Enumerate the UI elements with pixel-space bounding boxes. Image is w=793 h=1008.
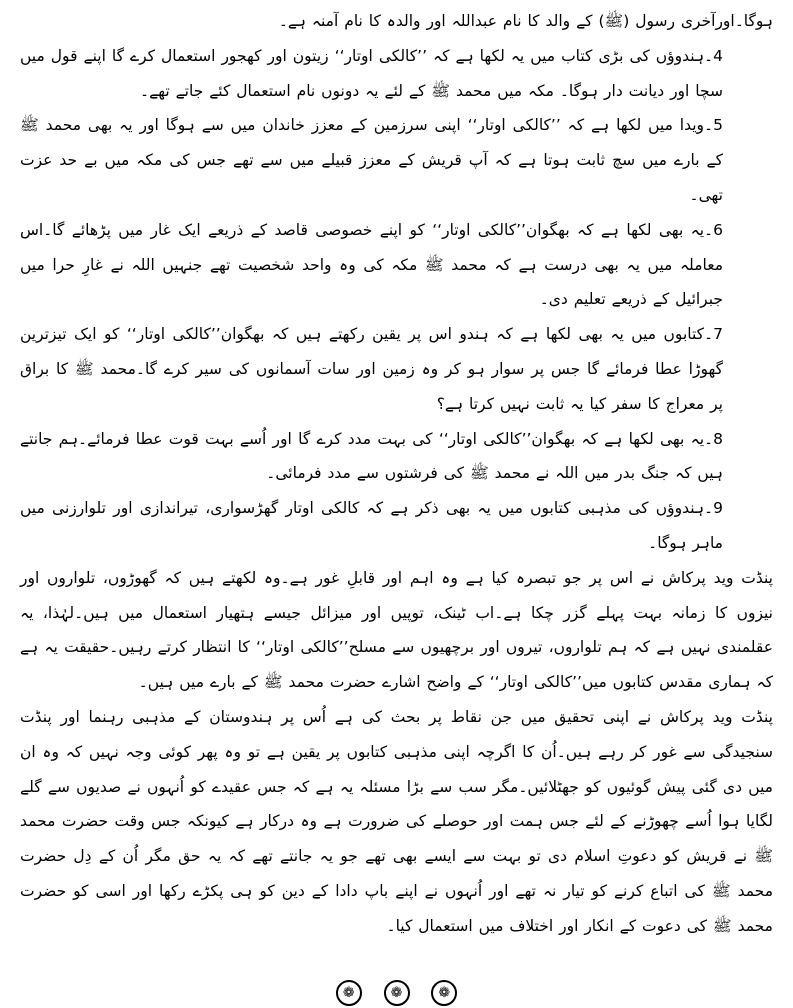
paragraph-1: ہوگا۔اورآخری رسول (ﷺ) کے والد کا نام عبداللہ اور والدہ کا نام آمنہ ہے۔ <box>278 12 773 30</box>
paragraph-point-7: 7۔کتابوں میں یہ بھی لکھا ہے کہ ہندو اس پر یقین رکھتے ہیں کہ بھگوان’’کالکی اوتار‘‘ کو ایک تیزترین گھوڑا عطا فرمائے گا جس پر سوار ہو کر وہ زمین اور سات آسمانوں کی سیر کرے گا۔محمد ﷺ کا براق پر معراج کا سفر کیا یہ ثابت نہیں کرتا ہے؟ <box>20 325 723 413</box>
paragraph-ved-prakash-research: پنڈت وید پرکاش نے اپنی تحقیق میں جن نقاط پر بحث کی ہے اُس پر ہندوستان کے مذہبی رہنما اور پنڈت سنجیدگی سے غور کر رہے ہیں۔اُن کا اگرچہ اپنی مذہبی کتابوں پر یقین ہے تو وہ پھر کوئی وجہ نہیں کہ وہ ان میں دی گئی پیش گوئیوں کو جھٹلائیں۔مگر سب سے بڑا مسئلہ یہ ہے کہ جس عقیدے کو اُنہوں نے صدیوں سے گلے لگایا ہوا اُسے چھوڑنے کے لئے جس ہمت اور حوصلے کی ضرورت ہے وہ درکار ہے کیونکہ جس وقت حضرت محمد ﷺ نے قریش کو دعوتِ اسلام دی تو بہت سے ایسے بھی تھے جو یہ جانتے تھے کہ یہ حق مگر اُن کے دِل حضرت محمد ﷺ کی اتباع کرنے کو تیار نہ تھے اور اُنہوں نے اپنے باپ دادا کے دین کو ہی پکڑے رکھا اور اسی کو حضرت محمد ﷺ کی دعوت کے انکار اور اختلاف میں استعمال کیا۔ <box>20 707 773 935</box>
paragraph-point-4: 4۔ہندوؤں کی بڑی کتاب میں یہ لکھا ہے کہ ’’کالکی اوتار‘‘ زیتون اور کھجور استعمال کرے گا اپنے قول میں سچا اور دیانت دار ہوگا۔ مکہ میں محمد ﷺ کے لئے یہ دونوں نام استعمال کئے جاتے تھے۔ <box>20 46 723 100</box>
flower-ornament-icon: ❁ <box>384 980 410 1006</box>
flower-ornament-icon: ❁ <box>336 980 362 1006</box>
section-end-ornaments <box>0 980 793 1006</box>
paragraph-point-5: 5۔ویدا میں لکھا ہے کہ ’’کالکی اوتار‘‘ اپنی سرزمین کے معزز خاندان میں سے ہوگا اور یہ بھی محمد ﷺ کے بارے میں سچ ثابت ہوتا ہے کہ آپ قریش کے معزز قبیلے میں سے تھے جس کی مکہ میں بے حد عزت تھی۔ <box>20 116 723 204</box>
paragraph-ved-prakash-commentary: پنڈت وید پرکاش نے اس پر جو تبصرہ کیا ہے وہ اہم اور قابلِ غور ہے۔وہ لکھتے ہیں کہ گھوڑوں، تلواروں اور نیزوں کا زمانہ بہت پہلے گزر چکا ہے۔اب ٹینک، توپیں اور میزائل جیسے ہتھیار استعمال میں ہیں۔لہٰذا، یہ عقلمندی نہیں ہے کہ ہم تلواروں، تیروں اور برچھیوں سے مسلح’’کالکی اوتار‘‘ کا انتظار کرتے رہیں۔حقیقت یہ ہے کہ ہماری مقدس کتابوں میں’’کالکی اوتار‘‘ کے واضح اشارے حضرت محمد ﷺ کے بارے میں ہیں۔ <box>20 568 773 692</box>
paragraph-point-6: 6۔یہ بھی لکھا ہے کہ بھگوان’’کالکی اوتار‘‘ کو اپنے خصوصی قاصد کے ذریعے ایک غار میں پڑھائے گا۔اس معاملہ میں یہ بھی درست ہے کہ محمد ﷺ مکہ کی وہ واحد شخصیت تھے جنہیں اللہ نے غارِ حرا میں جبرائیل کے ذریعے تعلیم دی۔ <box>20 220 723 309</box>
paragraph-point-8: 8۔یہ بھی لکھا ہے کہ بھگوان’’کالکی اوتار‘‘ کی بہت مدد کرے گا اور اُسے بہت قوت عطا فرمائے۔ہم جانتے ہیں کہ جنگ بدر میں اللہ نے محمد ﷺ کی فرشتوں سے مدد فرمائی۔ <box>20 429 723 483</box>
flower-ornament-icon: ❁ <box>431 980 457 1006</box>
paragraph-point-9: 9۔ہندوؤں کی مذہبی کتابوں میں یہ بھی ذکر ہے کہ کالکی اوتار گھڑسواری، تیراندازی اور تلوارزنی میں ماہر ہوگا۔ <box>20 499 723 552</box>
